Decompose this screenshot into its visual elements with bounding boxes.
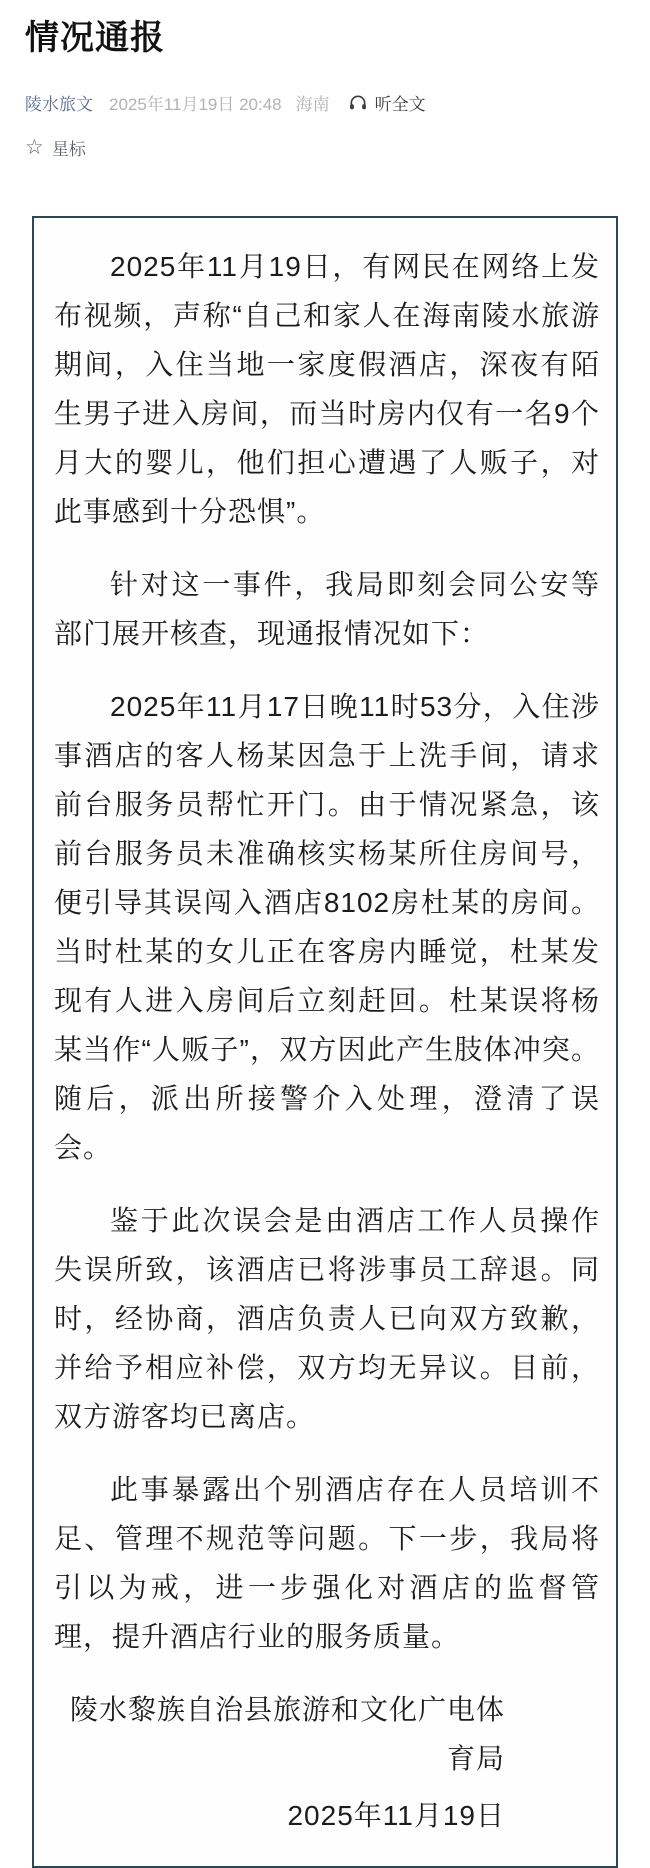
notice-paragraph: 鉴于此次误会是由酒店工作人员操作失误所致，该酒店已将涉事员工辞退。同时，经协商，酒店负责人已向双方致歉，并给予相应补偿，双方均无异议。目前，双方游客均已离店。	[54, 1205, 600, 1433]
notice-sign-date: 2025年11月19日	[287, 1800, 505, 1832]
article-meta-row	[25, 90, 625, 115]
page-title: 情况通报	[25, 19, 165, 57]
star-button[interactable]	[25, 135, 625, 160]
star-outline-icon: ☆	[25, 136, 44, 160]
star-label: 星标	[51, 140, 86, 160]
headphones-icon	[348, 93, 368, 113]
official-notice-box	[32, 216, 618, 1868]
publish-location: 海南	[295, 95, 330, 115]
notice-paragraph: 针对这一事件，我局即刻会同公安等部门展开核查，现通报情况如下：	[54, 569, 600, 650]
publish-datetime: 2025年11月19日 20:48	[109, 95, 282, 115]
article-header	[0, 0, 650, 160]
account-name-link[interactable]: 陵水旅文	[25, 95, 93, 115]
notice-paragraph: 2025年11月19日，有网民在网络上发布视频，声称“自己和家人在海南陵水旅游期间，入住当地一家度假酒店，深夜有陌生男子进入房间，而当时房内仅有一名9个月大的婴儿，他们担心遭遇了人贩子，对此事感到十分恐惧”。	[54, 251, 600, 528]
listen-full-text-button[interactable]	[348, 90, 426, 115]
listen-full-text-label: 听全文	[374, 95, 426, 115]
notice-paragraph: 此事暴露出个别酒店存在人员培训不足、管理不规范等问题。下一步，我局将引以为戒，进一步强化对酒店的监督管理，提升酒店行业的服务质量。	[54, 1474, 600, 1653]
notice-signature: 陵水黎族自治县旅游和文化广电体育局	[69, 1694, 505, 1775]
notice-paragraph: 2025年11月17日晚11时53分，入住涉事酒店的客人杨某因急于上洗手间，请求前台服务员帮忙开门。由于情况紧急，该前台服务员未准确核实杨某所住房间号，便引导其误闯入酒店8102房杜某的房间。当时杜某的女儿正在客房内睡觉，杜某发现有人进入房间后立刻赶回。杜某误将杨某当作“人贩子”，双方因此产生肢体冲突。随后，派出所接警介入处理，澄清了误会。	[54, 691, 600, 1164]
